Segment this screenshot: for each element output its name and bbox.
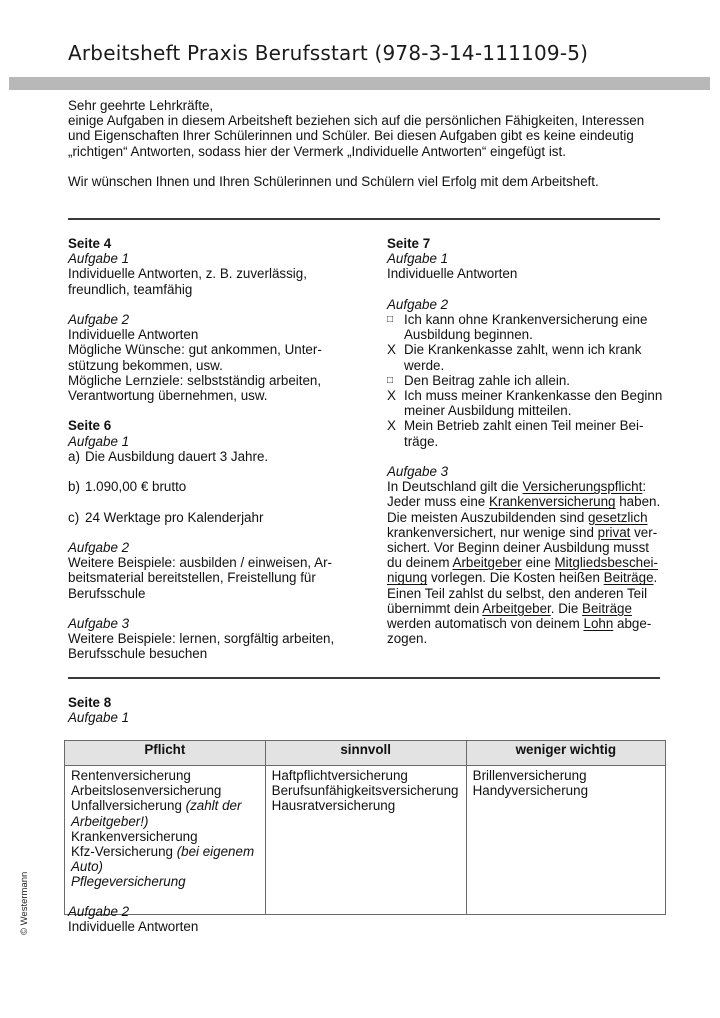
- table-header-row: [65, 741, 666, 766]
- aufgabe-label: Aufgabe 2: [68, 539, 130, 555]
- copyright-notice: © Westermann: [19, 871, 30, 935]
- left-column: [68, 236, 353, 662]
- option-text: Ich muss meiner Krankenkasse den Beginn: [404, 388, 663, 404]
- empty-checkbox-icon: □: [387, 374, 394, 386]
- table-row: [65, 766, 666, 915]
- aufgabe-label: Aufgabe 3: [68, 615, 130, 631]
- filled-blank: privat: [597, 524, 631, 540]
- seite-8-aufgabe-2: [68, 904, 198, 934]
- answer-line: Individuelle Antworten: [68, 327, 199, 343]
- list-item: Brillenversicherung: [472, 768, 587, 783]
- answer-line: Individuelle Antworten: [387, 266, 518, 282]
- column-header-sinnvoll: sinnvoll: [265, 741, 466, 766]
- filled-blank: gesetzlich: [587, 509, 648, 525]
- answer-line: Individuelle Antworten, z. B. zuverlässig,: [68, 266, 307, 282]
- divider: [68, 218, 660, 220]
- option-text: Ausbildung beginnen.: [404, 327, 533, 343]
- checkbox-option: [387, 312, 667, 342]
- item-letter: a): [68, 448, 80, 464]
- answer-line: Individuelle Antworten: [68, 919, 199, 935]
- list-item: Rentenversicherung: [71, 768, 191, 783]
- item-text: Die Ausbildung dauert 3 Jahre.: [85, 448, 269, 464]
- filled-blank: nigung: [387, 570, 428, 586]
- cloze-text: In Deutschland gilt die Versicherungspflicht: Jeder muss eine Krankenversicherung haben. Die meisten Auszubildenden sind gesetzlich krankenversichert, nur wenige sind privat ver- sichert. Vor Beginn deiner Ausbildung musst du deinem Arbeitgeber eine Mitgliedsbeschei- nigung vorlegen. Die Kosten heißen Beiträge. Einen Teil zahlst du selbst, den anderen Teil übernimmt dein Arbeitgeber. Die Beiträge werden automatisch von deinem Lohn abge- zogen.: [387, 479, 661, 647]
- option-text: Den Beitrag zahle ich allein.: [404, 372, 570, 388]
- aufgabe-label: Aufgabe 2: [68, 312, 130, 327]
- aufgabe-label: Aufgabe 1: [68, 251, 130, 267]
- aufgabe-label: Aufgabe 2: [68, 904, 130, 919]
- cell-pflicht: [65, 766, 266, 915]
- seite-8-section: [68, 695, 129, 725]
- answer-item: [68, 510, 353, 525]
- seite-4-heading: Seite 4: [68, 236, 112, 251]
- intro-line: einige Aufgaben in diesem Arbeitsheft beziehen sich auf die persönlichen Fähigkeiten, Interessen: [68, 113, 645, 129]
- answer-line: Berufsschule: [68, 585, 146, 601]
- filled-blank: Beiträge: [582, 600, 632, 616]
- column-header-weniger-wichtig: weniger wichtig: [466, 741, 665, 766]
- option-text: Mein Betrieb zahlt einen Teil meiner Bei-: [404, 418, 644, 434]
- insurance-table: [64, 740, 666, 915]
- cell-sinnvoll: [265, 766, 466, 915]
- aufgabe-label: Aufgabe 3: [387, 464, 449, 480]
- answer-item: [68, 449, 353, 464]
- aufgabe-label: Aufgabe 1: [387, 251, 449, 267]
- seite-6-heading: Seite 6: [68, 418, 112, 434]
- option-text: Ich kann ohne Krankenversicherung eine: [404, 312, 648, 327]
- answer-line: Mögliche Wünsche: gut ankommen, Unter-: [68, 342, 322, 358]
- checkbox-option: [387, 373, 667, 388]
- closing: Wir wünschen Ihnen und Ihren Schülerinnen und Schülern viel Erfolg mit dem Arbeitsheft.: [68, 173, 599, 189]
- column-header-pflicht: Pflicht: [65, 741, 266, 766]
- seite-7-heading: Seite 7: [387, 236, 431, 251]
- item-letter: c): [68, 509, 80, 525]
- item-text: 1.090,00 € brutto: [85, 479, 187, 495]
- filled-blank: Versicherungspflicht: [522, 479, 643, 495]
- list-item: Hausratversicherung: [271, 798, 396, 814]
- option-text: träge.: [404, 433, 439, 449]
- salutation: Sehr geehrte Lehrkräfte,: [68, 98, 214, 113]
- aufgabe-label: Aufgabe 2: [387, 296, 449, 312]
- seite-8-heading: Seite 8: [68, 695, 112, 710]
- answer-line: Weitere Beispiele: ausbilden / einweisen, Ar-: [68, 555, 332, 571]
- filled-blank: Mitgliedsbeschei-: [554, 555, 658, 571]
- answer-line: Berufsschule besuchen: [68, 646, 208, 662]
- list-item: Berufsunfähigkeitsversicherung: [271, 783, 459, 799]
- answer-line: Weitere Beispiele: lernen, sorgfältig arbeiten,: [68, 631, 335, 647]
- option-text: meiner Ausbildung mitteilen.: [404, 403, 572, 419]
- answer-line: beitsmaterial bereitstellen, Freistellung für: [68, 570, 316, 586]
- intro-letter: [68, 98, 668, 189]
- filled-blank: Arbeitgeber: [482, 600, 551, 616]
- filled-blank: Lohn: [583, 616, 614, 632]
- option-text: Die Krankenkasse zahlt, wenn ich krank: [404, 342, 642, 358]
- answer-line: Verantwortung übernehmen, usw.: [68, 388, 268, 404]
- list-item: Arbeitslosenversicherung: [71, 783, 222, 799]
- check-x-icon: X: [387, 418, 396, 434]
- answer-item: [68, 479, 353, 494]
- answer-line: freundlich, teamfähig: [68, 281, 193, 297]
- item-letter: b): [68, 479, 80, 495]
- list-item: Pflegeversicherung: [71, 874, 186, 890]
- list-item: Unfallversicherung (zahlt der Arbeitgeber!): [71, 798, 242, 829]
- document-title: Arbeitsheft Praxis Berufsstart (978-3-14-111109-5): [68, 41, 589, 65]
- checkbox-option: [387, 418, 667, 448]
- aufgabe-label: Aufgabe 1: [68, 433, 130, 449]
- check-x-icon: X: [387, 342, 396, 358]
- answer-line: stützung bekommen, usw.: [68, 357, 223, 373]
- filled-blank: Krankenversicherung: [488, 494, 616, 510]
- option-text: werde.: [404, 357, 445, 373]
- intro-line: und Eigenschaften Ihrer Schülerinnen und Schüler. Bei diesen Aufgaben gibt es keine eindeutig: [68, 128, 634, 144]
- checkbox-option: [387, 342, 667, 372]
- checkbox-option: [387, 388, 667, 418]
- list-item: Handyversicherung: [472, 783, 589, 799]
- answer-line: Mögliche Lernziele: selbstständig arbeiten,: [68, 372, 322, 388]
- list-item: Kfz-Versicherung (bei eigenem Auto): [71, 844, 255, 875]
- list-item: Haftpflichtversicherung: [271, 768, 408, 783]
- divider: [68, 677, 660, 679]
- empty-checkbox-icon: □: [387, 314, 394, 325]
- filled-blank: Beiträge: [603, 570, 654, 586]
- item-text: 24 Werktage pro Kalenderjahr: [85, 509, 264, 525]
- aufgabe-label: Aufgabe 1: [68, 710, 130, 726]
- cell-weniger-wichtig: [466, 766, 665, 915]
- filled-blank: Arbeitgeber: [452, 555, 522, 571]
- right-column: [387, 236, 667, 646]
- title-bar: [9, 77, 710, 90]
- intro-line: „richtigen“ Antworten, sodass hier der Vermerk „Individuelle Antworten“ eingefügt ist.: [68, 143, 566, 159]
- check-x-icon: X: [387, 388, 396, 404]
- list-item: Krankenversicherung: [71, 828, 198, 844]
